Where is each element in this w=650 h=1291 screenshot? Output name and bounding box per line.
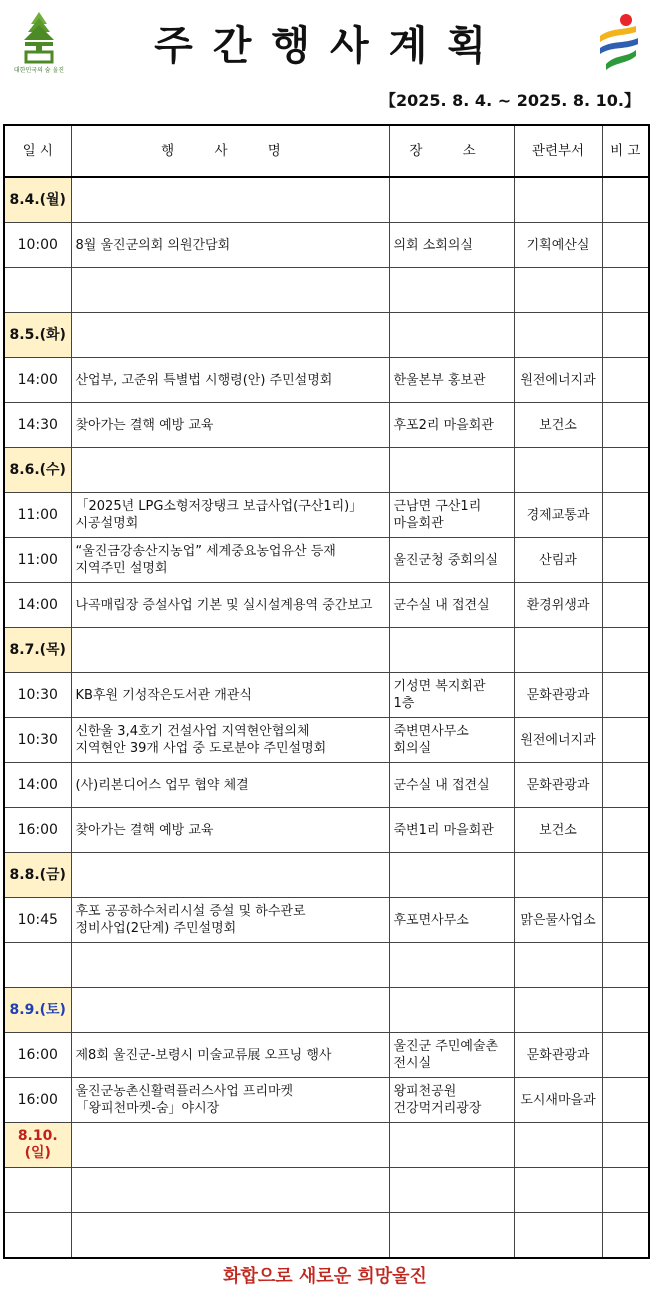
event-cell — [71, 1123, 389, 1168]
event-name — [71, 898, 389, 943]
event-dept: 기획예산실 — [514, 223, 602, 268]
event-name — [71, 1078, 389, 1123]
event-name-line: KB후원 기성작은도서관 개관식 — [75, 687, 252, 703]
event-dept: 문화관광과 — [514, 1033, 602, 1078]
event-name — [71, 718, 389, 763]
event-name-line: 정비사업(2단계) 주민설명회 — [75, 921, 237, 936]
event-place-line: 울진군 주민예술촌 — [393, 1039, 499, 1054]
day-header-row — [4, 988, 649, 1033]
event-place-line: 군수실 내 접견실 — [393, 597, 490, 613]
footer-slogan: 화합으로 새로운 희망울진 — [223, 1266, 427, 1287]
place-cell — [389, 313, 514, 358]
day-header-row — [4, 448, 649, 493]
event-name — [71, 493, 389, 538]
table-row — [4, 358, 649, 403]
event-name-line: 후포 공공하수처리시설 증설 및 하수관로 — [75, 904, 306, 919]
event-name-line: 지역주민 설명회 — [75, 561, 168, 576]
event-time: 16:00 — [4, 1078, 71, 1123]
event-name — [71, 1168, 389, 1213]
event-name — [71, 763, 389, 808]
schedule-period: 【2025. 8. 4. ~ 2025. 8. 10.】 — [379, 91, 640, 110]
column-header-place: 장 소 — [389, 125, 514, 177]
event-time: 10:45 — [4, 898, 71, 943]
place-cell — [389, 1123, 514, 1168]
event-time: 11:00 — [4, 538, 71, 583]
event-dept — [514, 1213, 602, 1259]
day-header-row — [4, 1123, 649, 1168]
event-name — [71, 403, 389, 448]
event-note — [602, 358, 649, 403]
day-header-row — [4, 853, 649, 898]
event-note — [602, 268, 649, 313]
event-name — [71, 223, 389, 268]
event-place-line: 건강먹거리광장 — [393, 1101, 482, 1116]
event-time — [4, 943, 71, 988]
column-header-time: 일 시 — [4, 125, 71, 177]
event-cell — [71, 628, 389, 673]
event-name — [71, 808, 389, 853]
event-note — [602, 808, 649, 853]
event-place — [389, 1078, 514, 1123]
event-cell — [71, 988, 389, 1033]
event-name — [71, 268, 389, 313]
event-place — [389, 718, 514, 763]
table-row — [4, 943, 649, 988]
event-dept — [514, 943, 602, 988]
event-place — [389, 358, 514, 403]
table-row — [4, 403, 649, 448]
event-name — [71, 538, 389, 583]
day-date: 8.9.(토) — [4, 988, 71, 1033]
uljin-symbol-icon — [596, 12, 640, 72]
event-place-line: 회의실 — [393, 741, 432, 756]
event-place-line: 죽변1리 마을회관 — [393, 822, 494, 838]
event-cell — [71, 313, 389, 358]
table-row — [4, 1213, 649, 1259]
note-cell — [602, 313, 649, 358]
day-header-row — [4, 177, 649, 223]
event-dept: 경제교통과 — [514, 493, 602, 538]
event-place-line: 울진군청 중회의실 — [393, 552, 499, 568]
weekly-schedule-table — [3, 124, 650, 1259]
table-row — [4, 763, 649, 808]
event-place-line: 마을회관 — [393, 516, 444, 531]
event-time: 11:00 — [4, 493, 71, 538]
event-place — [389, 1213, 514, 1259]
event-note — [602, 1213, 649, 1259]
event-name — [71, 358, 389, 403]
event-name — [71, 1213, 389, 1259]
event-time: 14:00 — [4, 763, 71, 808]
table-row — [4, 1033, 649, 1078]
column-header-note: 비 고 — [602, 125, 649, 177]
event-time — [4, 268, 71, 313]
dept-cell — [514, 177, 602, 223]
dept-cell — [514, 853, 602, 898]
table-row — [4, 1168, 649, 1213]
event-name — [71, 583, 389, 628]
event-place-line: 기성면 복지회관 — [393, 679, 486, 694]
event-time: 14:00 — [4, 583, 71, 628]
day-date: 8.10.(일) — [4, 1123, 71, 1168]
event-place-line: 전시실 — [393, 1056, 432, 1071]
event-place — [389, 673, 514, 718]
column-header-event: 행 사 명 — [71, 125, 389, 177]
event-name-line: “울진금강송산지농업” 세계중요농업유산 등재 — [75, 544, 336, 559]
event-note — [602, 1168, 649, 1213]
event-place — [389, 898, 514, 943]
day-date: 8.5.(화) — [4, 313, 71, 358]
event-note — [602, 673, 649, 718]
event-place-line: 후포면사무소 — [393, 912, 469, 928]
event-place — [389, 223, 514, 268]
event-place — [389, 808, 514, 853]
table-row — [4, 718, 649, 763]
event-name-line: 찾아가는 결핵 예방 교육 — [75, 822, 214, 838]
event-place — [389, 763, 514, 808]
event-name-line: (사)리본디어스 업무 협약 체결 — [75, 777, 249, 793]
event-dept: 문화관광과 — [514, 763, 602, 808]
event-place-line: 근남면 구산1리 — [393, 499, 482, 514]
event-name-line: 울진군농촌신활력플러스사업 프리마켓 — [75, 1084, 294, 1099]
event-place-line: 의회 소회의실 — [393, 237, 473, 253]
event-time — [4, 1168, 71, 1213]
event-place — [389, 493, 514, 538]
place-cell — [389, 628, 514, 673]
event-note — [602, 493, 649, 538]
event-time — [4, 1213, 71, 1259]
event-place-line: 한울본부 홍보관 — [393, 372, 486, 388]
event-place-line: 후포2리 마을회관 — [393, 417, 494, 433]
event-dept: 원전에너지과 — [514, 358, 602, 403]
event-name-line: 나곡매립장 증설사업 기본 및 실시설계용역 중간보고 — [75, 597, 373, 613]
event-dept: 문화관광과 — [514, 673, 602, 718]
event-place — [389, 1033, 514, 1078]
event-name-line: 「왕피천마켓-숨」야시장 — [75, 1101, 220, 1116]
day-date: 8.8.(금) — [4, 853, 71, 898]
event-name-line: 8월 울진군의회 의원간담회 — [75, 237, 231, 253]
event-place — [389, 1168, 514, 1213]
event-dept — [514, 1168, 602, 1213]
place-cell — [389, 988, 514, 1033]
day-date: 8.6.(수) — [4, 448, 71, 493]
event-time: 16:00 — [4, 808, 71, 853]
column-header-dept: 관련부서 — [514, 125, 602, 177]
note-cell — [602, 448, 649, 493]
event-dept: 원전에너지과 — [514, 718, 602, 763]
event-note — [602, 898, 649, 943]
event-name-line: 시공설명회 — [75, 516, 139, 531]
event-name-line: 찾아가는 결핵 예방 교육 — [75, 417, 214, 433]
event-note — [602, 718, 649, 763]
event-dept: 맑은물사업소 — [514, 898, 602, 943]
dept-cell — [514, 1123, 602, 1168]
event-note — [602, 538, 649, 583]
event-place — [389, 403, 514, 448]
event-note — [602, 943, 649, 988]
table-row — [4, 538, 649, 583]
place-cell — [389, 448, 514, 493]
event-place — [389, 538, 514, 583]
event-dept: 도시새마을과 — [514, 1078, 602, 1123]
event-place — [389, 943, 514, 988]
note-cell — [602, 177, 649, 223]
event-cell — [71, 177, 389, 223]
event-dept: 환경위생과 — [514, 583, 602, 628]
event-dept — [514, 268, 602, 313]
logo-slogan: 대한민국의 숨 울진 — [14, 67, 64, 74]
table-row — [4, 1078, 649, 1123]
event-dept: 보건소 — [514, 808, 602, 853]
day-date: 8.4.(월) — [4, 177, 71, 223]
event-place-line: 왕피천공원 — [393, 1084, 457, 1099]
day-header-row — [4, 313, 649, 358]
event-note — [602, 583, 649, 628]
event-name-line: 「2025년 LPG소형저장탱크 보급사업(구산1리)」 — [75, 499, 363, 514]
event-note — [602, 1033, 649, 1078]
day-date: 8.7.(목) — [4, 628, 71, 673]
event-place-line: 1층 — [393, 696, 415, 711]
note-cell — [602, 628, 649, 673]
dept-cell — [514, 628, 602, 673]
event-note — [602, 1078, 649, 1123]
dept-cell — [514, 988, 602, 1033]
table-row — [4, 493, 649, 538]
event-dept: 산림과 — [514, 538, 602, 583]
note-cell — [602, 853, 649, 898]
event-note — [602, 223, 649, 268]
event-time: 10:00 — [4, 223, 71, 268]
table-row — [4, 898, 649, 943]
note-cell — [602, 988, 649, 1033]
event-name — [71, 673, 389, 718]
event-name — [71, 943, 389, 988]
page-title: 주간행사계획 — [154, 23, 506, 69]
event-time: 10:30 — [4, 718, 71, 763]
event-place — [389, 268, 514, 313]
event-place-line: 죽변면사무소 — [393, 724, 469, 739]
event-time: 10:30 — [4, 673, 71, 718]
event-name-line: 산업부, 고준위 특별법 시행령(안) 주민설명회 — [75, 372, 333, 388]
place-cell — [389, 853, 514, 898]
table-row — [4, 583, 649, 628]
event-name-line: 지역현안 39개 사업 중 도로분야 주민설명회 — [75, 741, 327, 756]
note-cell — [602, 1123, 649, 1168]
event-cell — [71, 853, 389, 898]
event-place-line: 군수실 내 접견실 — [393, 777, 490, 793]
event-time: 14:30 — [4, 403, 71, 448]
event-time: 16:00 — [4, 1033, 71, 1078]
table-row — [4, 268, 649, 313]
dept-cell — [514, 313, 602, 358]
table-row — [4, 808, 649, 853]
event-dept: 보건소 — [514, 403, 602, 448]
event-time: 14:00 — [4, 358, 71, 403]
event-place — [389, 583, 514, 628]
event-note — [602, 763, 649, 808]
event-name-line: 제8회 울진군-보령시 미술교류展 오프닝 행사 — [75, 1047, 332, 1063]
place-cell — [389, 177, 514, 223]
day-header-row — [4, 628, 649, 673]
event-name — [71, 1033, 389, 1078]
dept-cell — [514, 448, 602, 493]
event-note — [602, 403, 649, 448]
event-name-line: 신한울 3,4호기 건설사업 지역현안협의체 — [75, 724, 310, 739]
table-header-row — [4, 125, 649, 177]
table-row — [4, 673, 649, 718]
table-row — [4, 223, 649, 268]
event-cell — [71, 448, 389, 493]
